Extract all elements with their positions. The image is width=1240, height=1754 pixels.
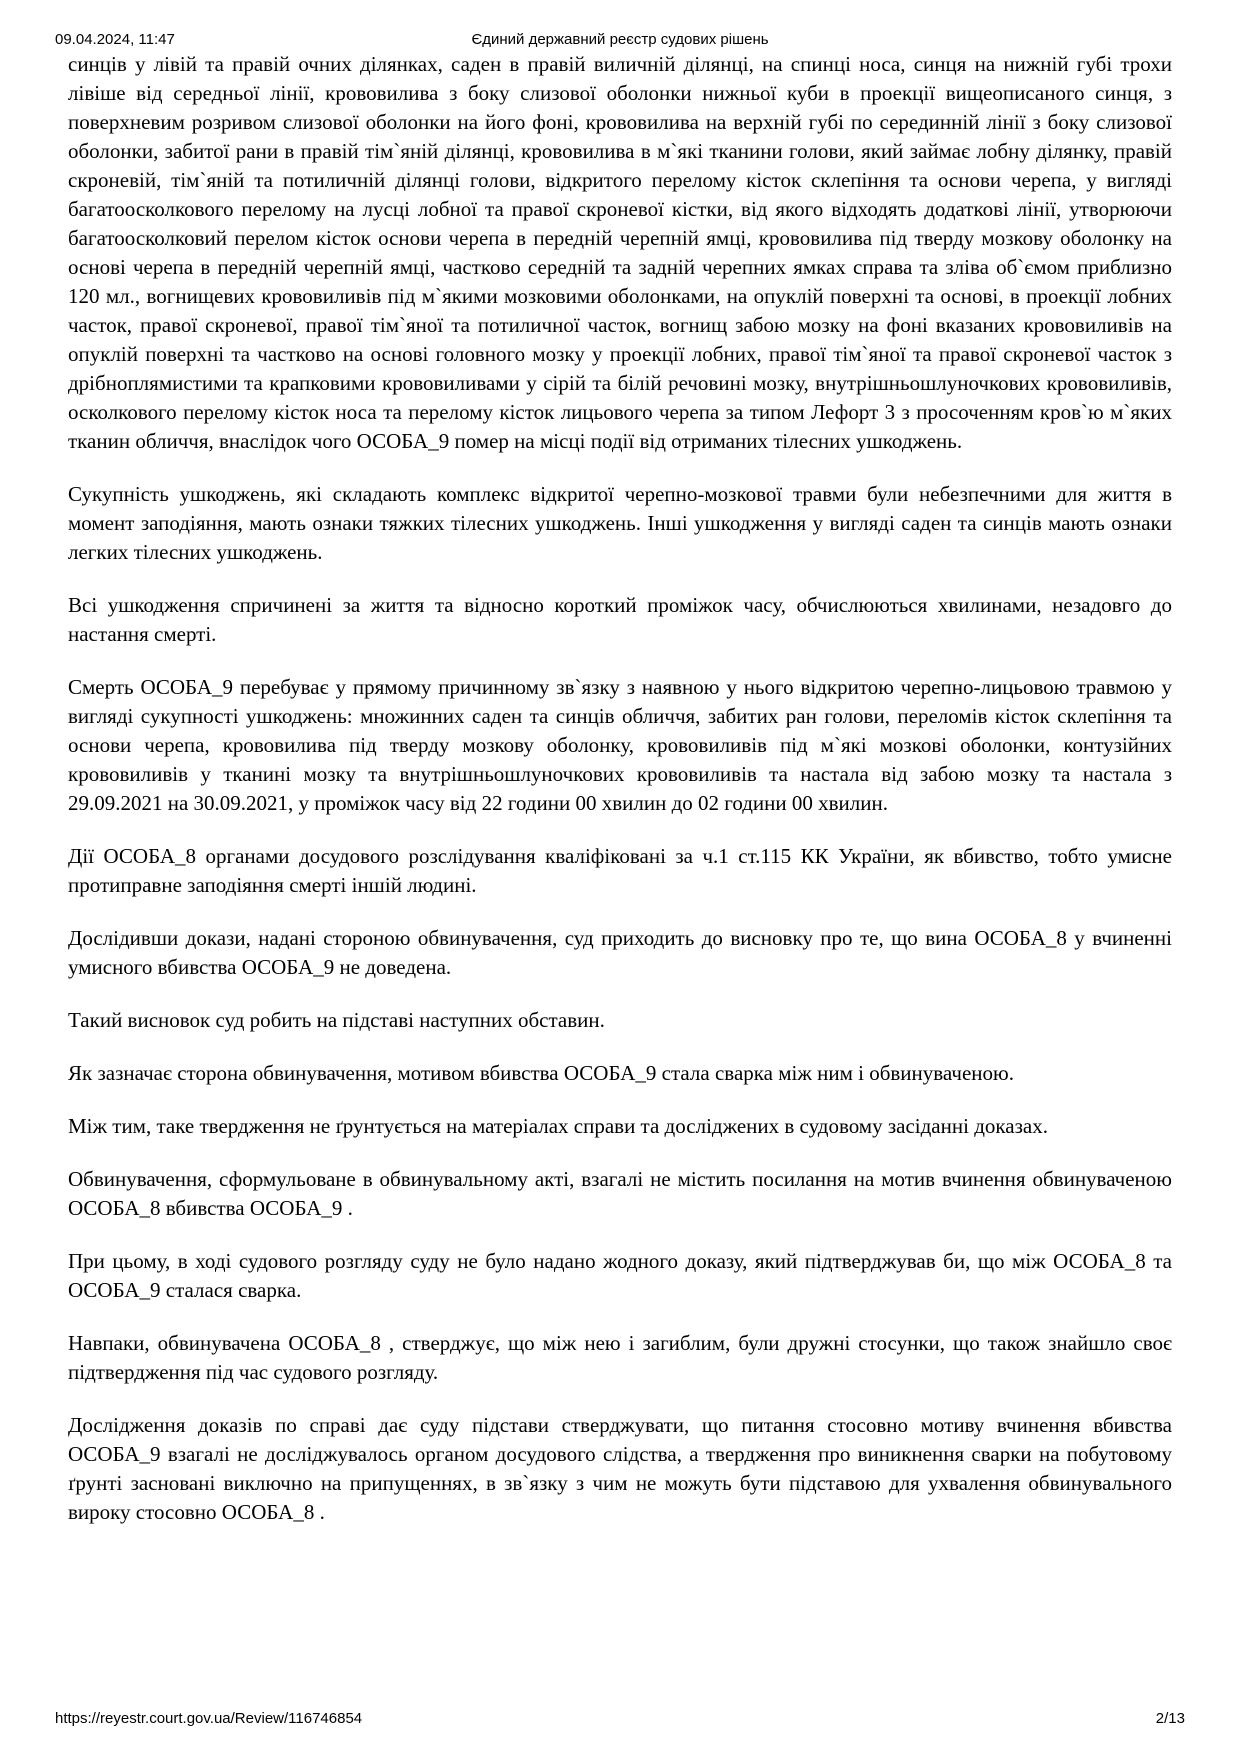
page-header bbox=[0, 31, 1240, 51]
footer-url: https://reyestr.court.gov.ua/Review/116746854 bbox=[55, 1710, 363, 1727]
paragraph: Як зазначає сторона обвинувачення, мотивом вбивства ОСОБА_9 стала сварка між ним і обвинуваченою. bbox=[68, 1061, 1014, 1085]
paragraph: Дії ОСОБА_8 органами досудового розслідування кваліфіковані за ч.1 ст.115 КК України, як вбивство, тобто умисне протиправне заподіяння смерті іншій людині. bbox=[68, 844, 1172, 897]
paragraph: При цьому, в ході судового розгляду суду не було надано жодного доказу, який підтверджував би, що між ОСОБА_8 та ОСОБА_9 сталася сварка. bbox=[68, 1249, 1172, 1302]
registry-title: Єдиний державний реєстр судових рішень bbox=[471, 31, 769, 48]
paragraph: Між тим, таке твердження не ґрунтується на матеріалах справи та досліджених в судовому засіданні доказах. bbox=[68, 1114, 1048, 1138]
paragraph: Обвинувачення, сформульоване в обвинувальному акті, взагалі не містить посилання на мотив вчинення обвинуваченою ОСОБА_8 вбивства ОСОБА_9 . bbox=[68, 1167, 1172, 1220]
paragraph: Навпаки, обвинувачена ОСОБА_8 , стверджує, що між нею і загиблим, були дружні стосунки, що також знайшло своє підтвердження під час судового розгляду. bbox=[68, 1331, 1172, 1384]
paragraph: синців у лівій та правій очних ділянках, саден в правій виличній ділянці, на спинці носа, синця на нижній губі трохи лівіше від середньої лінії, крововилива з боку слизової оболонки нижньої куби в проекції вищеописаного синця, з поверхневим розривом слизової оболонки на його фоні, крововилива на верхній губі по серединній лінії з боку слизової оболонки, забитої рани в правій тім`яній ділянці, крововилива в м`які тканини голови, який займає лобну ділянку, правій скроневій, тім`яній та потиличній ділянці голови, відкритого перелому кісток склепіння та основи черепа, у вигляді багатоосколкового перелому на лусці лобної та правої скроневої кістки, від якого відходять додаткові лінії, утворюючи багатоосколковий перелом кісток основи черепа в передній черепній ямці, крововилива під тверду мозкову оболонку на основі черепа в передній черепній ямці, частково середній та задній черепних ямках справа та зліва об`ємом приблизно 120 мл., вогнищевих крововиливів під м`якими мозковими оболонками, на опуклій поверхні та основі, в проекції лобних часток, правої скроневої, правої тім`яної та потиличної часток, вогнищ забою мозку на фоні вказаних крововиливів на опуклій поверхні та частково на основі головного мозку у проекції лобних, правої тім`яної та правої скроневої часток з дрібноплямистими та крапковими крововиливами у сірій та білій речовині мозку, внутрішньошлуночкових крововиливів, осколкового перелому кісток носа та перелому кісток лицьового черепа за типом Лефорт 3 з просоченням кров`ю м`яких тканин обличчя, внаслідок чого ОСОБА_9 помер на місці події від отриманих тілесних ушкоджень. bbox=[68, 52, 1172, 453]
paragraph: Дослідження доказів по справі дає суду підстави стверджувати, що питання стосовно мотиву вчинення вбивства ОСОБА_9 взагалі не досліджувалось органом досудового слідства, а твердження про виникнення сварки на побутовому ґрунті засновані виключно на припущеннях, в зв`язку з чим не можуть бути підставою для ухвалення обвинувального вироку стосовно ОСОБА_8 . bbox=[68, 1413, 1172, 1524]
paragraph: Всі ушкодження спричинені за життя та відносно короткий проміжок часу, обчислюються хвилинами, незадовго до настання смерті. bbox=[68, 593, 1172, 646]
print-datetime: 09.04.2024, 11:47 bbox=[55, 31, 175, 48]
paragraph: Сукупність ушкоджень, які складають комплекс відкритої черепно-мозкової травми були небезпечними для життя в момент заподіяння, мають ознаки тяжких тілесних ушкоджень. Інші ушкодження у вигляді саден та синців мають ознаки легких тілесних ушкоджень. bbox=[68, 482, 1172, 564]
paragraph: Дослідивши докази, надані стороною обвинувачення, суд приходить до висновку про те, що вина ОСОБА_8 у вчиненні умисного вбивства ОСОБА_9 не доведена. bbox=[68, 926, 1172, 979]
paragraph: Смерть ОСОБА_9 перебуває у прямому причинному зв`язку з наявною у нього відкритою черепно-лицьовою травмою у вигляді сукупності ушкоджень: множинних саден та синців обличчя, забитих ран голови, переломів кісток склепіння та основи черепа, крововилива під тверду мозкову оболонку, крововиливів під м`які мозкові оболонки, контузійних крововиливів у тканині мозку та внутрішньошлуночкових крововиливів та настала від забою мозку та настала з 29.09.2021 на 30.09.2021, у проміжок часу від 22 години 00 хвилин до 02 години 00 хвилин. bbox=[68, 675, 1172, 815]
page-footer bbox=[55, 1710, 1185, 1727]
document-body bbox=[68, 50, 1172, 1551]
paragraph: Такий висновок суд робить на підставі наступних обставин. bbox=[68, 1008, 605, 1032]
page-number: 2/13 bbox=[1155, 1710, 1185, 1727]
